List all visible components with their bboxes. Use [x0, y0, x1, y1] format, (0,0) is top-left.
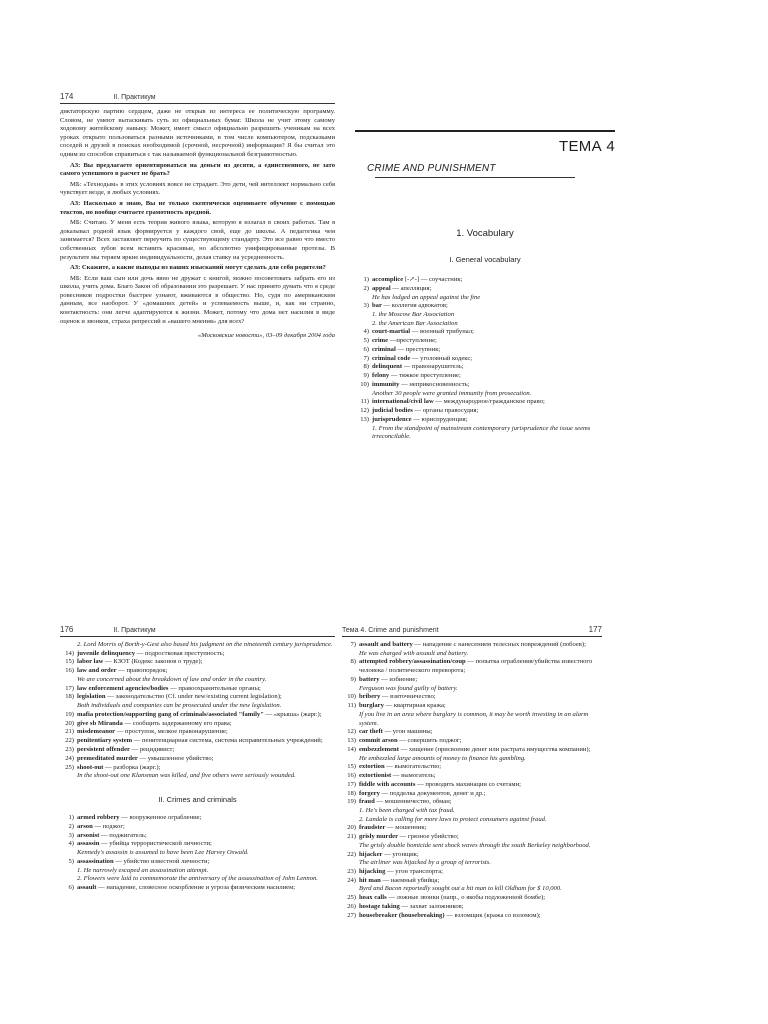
example-sentence: Byrd and Bacon reportedly sought out a hit man to kill Oldham for $ 10,000.: [359, 885, 562, 893]
entry-number: 16): [65, 667, 74, 675]
entry-term: law enforcement agencies/bodies: [77, 684, 169, 692]
entry-translation: [-↗-] — соучастник;: [403, 276, 463, 283]
vocab-entry: [342, 763, 602, 772]
vocab-entry: [355, 363, 615, 372]
vocab-entry: [355, 416, 615, 425]
entry-term: burglary: [359, 702, 384, 710]
entry-translation: — ложные звонки (напр., о якобы подложенной бомбе);: [386, 894, 546, 902]
entry-translation: — взломщик (кража со взломом);: [444, 911, 541, 919]
vocab-entry: [60, 711, 335, 720]
vocab-entry: [60, 667, 335, 676]
vocab-list: [342, 641, 602, 920]
section-title: II. Практикум: [113, 627, 156, 634]
vocab-entry: [60, 658, 335, 667]
entry-translation: — уголовный кодекс;: [410, 354, 473, 362]
entry-translation: — избиение;: [379, 675, 418, 683]
entry-term: jurisprudence: [372, 415, 412, 423]
vocab-entry: [60, 764, 335, 773]
entry-translation: — поджигатель;: [99, 831, 147, 839]
entry-translation: — нападение с нанесением телесных повреждений (побоев);: [412, 641, 586, 648]
question: АЗ: Насколько я знаю, Вы не только скептически оцениваете обучение с помощью текстов, но вообще считаете грамотность вредной.: [60, 199, 335, 216]
entry-number: 19): [347, 798, 356, 806]
entry-translation: — угон машины;: [382, 728, 433, 736]
vocab-entry: [342, 912, 602, 921]
page-174: [60, 92, 335, 462]
example-sentence: 1. From the standpoint of mainstream contemporary jurisprudence the issue seems irreconcilable.: [372, 424, 591, 441]
entry-term: assassination: [77, 857, 114, 865]
entry-translation: — тяжкое преступление;: [389, 372, 461, 380]
example-sentence: If you live in an area where burglary is common, it may be worth investing in an alarm system.: [359, 710, 589, 727]
entry-translation: — юриспруденция;: [411, 415, 468, 423]
entry-translation: — рецидивист;: [129, 745, 175, 753]
entry-number: 11): [360, 398, 369, 406]
entry-number: 21): [347, 833, 356, 841]
answer: МБ: «Технодым» в этих условиях вовсе не страдает. Это дети, чей интеллект нормально себя чувствует везде, в любых условиях.: [60, 180, 335, 197]
entry-number: 4): [363, 328, 369, 336]
entry-term: accomplice: [372, 276, 404, 283]
chapter-rule: [355, 130, 615, 132]
entry-term: criminal code: [372, 354, 411, 362]
running-header: [60, 625, 335, 637]
example-sentence: 2. Landale is calling for more laws to protect consumers against fraud.: [359, 815, 547, 823]
vocab-list: [60, 641, 335, 781]
entry-number: 15): [347, 763, 356, 771]
entry-number: 23): [347, 867, 356, 875]
page-176: [60, 625, 335, 1024]
vocab-entry: [342, 658, 602, 676]
entry-term: persistent offender: [77, 745, 130, 753]
entry-term: forgery: [359, 789, 380, 797]
entry-translation: — подростковая преступность;: [135, 649, 225, 657]
entry-term: battery: [359, 675, 380, 683]
entry-number: 3): [68, 831, 74, 839]
example-sentence: The grisly double homicide sent shock waves through the south Berkeley neighborhood.: [359, 841, 591, 849]
entry-term: juvenile delinquency: [77, 649, 136, 657]
vocab-entry: [355, 355, 615, 364]
answer: МБ: Считаю. У меня есть теория живого языка, которую я излагал в своих работах. Там я доказывал родной язык формируется у каждого свой, еще до школы. А педагогика чем занимается? Всех заставляет переучить по существующему стандарту. Это все равно что вместо собственных зубов всем вставить красивые, но абсолютно унифицированные протезы. В результате мы теряем яркие индивидуальности, делая ставку на усредненность.: [60, 219, 335, 261]
entry-translation: — умышленное убийство;: [137, 754, 214, 762]
entry-term: hostage taking: [359, 902, 400, 910]
vocab-entry: [342, 851, 602, 860]
vocab-list: [355, 276, 615, 442]
vocab-entry: [355, 372, 615, 381]
entry-number: 20): [347, 824, 356, 832]
entry-translation: — угон транспорта;: [385, 867, 443, 875]
entry-number: 10): [360, 380, 369, 388]
entry-term: assault: [77, 883, 97, 891]
entry-term: immunity: [372, 380, 400, 388]
entry-translation: — разборка (жарг.);: [103, 763, 161, 771]
entry-number: 1): [363, 276, 369, 283]
question: АЗ: Скажите, а какие выводы из ваших изысканий могут сделать для себя родители?: [70, 264, 326, 272]
vocab-entry: [60, 746, 335, 755]
entry-term: extortionist: [359, 771, 392, 779]
entry-term: court-martial: [372, 328, 411, 336]
example-sentence: He was charged with assault and battery.: [359, 649, 469, 657]
entry-translation: — «крыша» (жарг.);: [263, 710, 322, 718]
entry-number: 20): [65, 719, 74, 727]
entry-term: hijacker: [359, 850, 383, 858]
entry-number: 9): [363, 372, 369, 380]
example-sentence: 2. the American Bar Association: [372, 319, 458, 327]
entry-number: 22): [347, 850, 356, 858]
entry-term: give sb Miranda: [77, 719, 123, 727]
entry-number: 13): [347, 736, 356, 744]
example-sentence: Another 30 people were granted immunity from prosecution.: [372, 389, 532, 397]
entry-translation: — апелляция;: [390, 284, 432, 292]
example-sentence: 1. the Moscow Bar Association: [372, 310, 455, 318]
entry-term: appeal: [372, 284, 391, 292]
entry-term: penitentiary system: [77, 737, 133, 745]
entry-translation: — совершить поджог;: [397, 736, 462, 744]
entry-number: 21): [65, 728, 74, 736]
entry-term: armed robbery: [77, 813, 120, 821]
chapter-title: CRIME AND PUNISHMENT: [367, 163, 496, 174]
entry-number: 1): [68, 813, 74, 821]
entry-number: 2): [68, 822, 74, 830]
entry-term: felony: [372, 372, 390, 380]
entry-term: embezzlement: [359, 745, 399, 753]
entry-translation: — международное/гражданское право;: [433, 398, 545, 406]
example-sentence: 1. He narrowly escaped an assassination attempt.: [77, 866, 209, 874]
entry-number: 8): [363, 363, 369, 371]
entry-translation: — проводить махинации со счетами;: [415, 780, 521, 788]
entry-number: 4): [68, 840, 74, 848]
vocab-entry: [342, 781, 602, 790]
entry-number: 5): [363, 336, 369, 344]
vocab-entry: [355, 337, 615, 346]
example-sentence: Both individuals and companies can be prosecuted under the new legislation.: [77, 702, 282, 710]
vocab-entry: [60, 737, 335, 746]
entry-number: 7): [350, 641, 356, 648]
paragraph: диктаторскую партию сердцем, даже не открыв из интереса ее политическую программу. Словом, не умеют вытаскивать суть из официальных бумаг. Школа не учит этому самому ходовому житейскому навыку. Может, имеет смысл официально разрешить ученикам на всех уроках открыто пользоваться разными источниками, в том числе компьютером, подсказками соседей и друзей в поисках необходимой (срочной, несрочной) информации? Я бы считал это одним из способов справиться с так называемой функциональной безграмотностью.: [60, 108, 335, 158]
vocab-entry: [342, 824, 602, 833]
vocab-entry: [355, 398, 615, 407]
entry-translation: — убийство известной личности;: [113, 857, 210, 865]
entry-translation: — коллегия адвокатов;: [381, 302, 448, 310]
entry-term: assault and battery: [359, 641, 413, 648]
entry-term: bribery: [359, 693, 381, 701]
vocab-entry: [355, 381, 615, 390]
entry-translation: — сообщить задержанному его права;: [122, 719, 232, 727]
entry-term: hoax calls: [359, 894, 387, 902]
entry-translation: — убийца террористической личности;: [99, 840, 212, 848]
entry-translation: — попытка ограбления/убийства известного человека / политического переворота;: [359, 658, 593, 675]
entry-translation: — хищение (присвоение денег или растрата имущества компании);: [398, 745, 591, 753]
page-177: [342, 625, 602, 1024]
vocab-entry: [342, 676, 602, 685]
entry-number: 2): [363, 284, 369, 292]
entry-number: 22): [65, 737, 74, 745]
vocab-entry: [355, 328, 615, 337]
vocab-entry: [355, 276, 615, 285]
title-rule: [375, 177, 575, 178]
example-sentence: We are concerned about the breakdown of law and order in the country.: [77, 675, 267, 683]
entry-translation: — проступок, мелкое правонарушение;: [115, 728, 228, 736]
vocab-entry: [342, 877, 602, 886]
vocab-entry: [60, 650, 335, 659]
vocab-entry: [60, 693, 335, 702]
page-number: 177: [588, 625, 602, 634]
entry-translation: — пенитенциарная система, система исправительных учреждений;: [132, 737, 323, 745]
entry-number: 7): [363, 354, 369, 362]
entry-number: 10): [347, 693, 356, 701]
entry-number: 17): [347, 780, 356, 788]
vocab-entry: [342, 728, 602, 737]
example-sentence: 2. Lord Morris of Borth-y-Gest also based his judgment on the nineteenth century jurisprudence.: [77, 641, 333, 648]
entry-number: 3): [363, 302, 369, 310]
example-sentence: Ferguson was found guilty of battery.: [359, 684, 458, 692]
entry-number: 13): [360, 415, 369, 423]
example-sentence: 2. Flowers were laid to commemorate the anniversary of the assassination of John Lennon.: [77, 875, 318, 883]
entry-number: 14): [65, 649, 74, 657]
example-sentence: Kennedy's assassin is assumed to have been Lee Harvey Oswald.: [77, 849, 249, 857]
entry-translation: — вымогатель;: [391, 771, 436, 779]
entry-translation: — захват заложников;: [399, 902, 464, 910]
entry-number: 18): [65, 693, 74, 701]
entry-term: arson: [77, 822, 93, 830]
entry-term: assassin: [77, 840, 100, 848]
entry-translation: — вооруженное ограбление;: [119, 813, 202, 821]
entry-term: premeditated murder: [77, 754, 138, 762]
section-heading: 1. Vocabulary: [456, 228, 514, 239]
vocab-entry: [60, 685, 335, 694]
vocab-entry: [355, 285, 615, 294]
entry-translation: — правонарушитель;: [402, 363, 464, 371]
entry-term: car theft: [359, 728, 383, 736]
entry-translation: — взяточничество;: [380, 693, 436, 701]
entry-term: fraud: [359, 798, 375, 806]
vocab-entry: [342, 903, 602, 912]
entry-translation: — преступник;: [395, 345, 441, 353]
entry-translation: — законодательство (Cf. under new/existing current legislation);: [105, 693, 282, 701]
entry-term: commit arson: [359, 736, 398, 744]
subsection-heading: II. Crimes and criminals: [158, 794, 237, 804]
page-number: 176: [60, 625, 74, 634]
example-sentence: 1. He's been charged with tax fraud.: [359, 807, 455, 815]
section-title: II. Практикум: [113, 94, 156, 101]
entry-term: law and order: [77, 667, 117, 675]
entry-number: 6): [363, 345, 369, 353]
entry-number: 11): [347, 702, 356, 710]
source-citation: «Московские новости», 03–09 декабря 2004 года: [197, 332, 335, 340]
entry-term: hit man: [359, 876, 381, 884]
entry-translation: —преступление;: [388, 336, 437, 344]
entry-term: fiddle with accounts: [359, 780, 416, 788]
entry-number: 12): [360, 407, 369, 415]
vocab-entry: [60, 814, 335, 823]
entry-term: mafia protection/supporting gang of criminals/associated "family": [77, 710, 264, 718]
entry-term: legislation: [77, 693, 106, 701]
vocab-entry: [355, 346, 615, 355]
example-sentence: He has lodged an appeal against the fine: [372, 293, 481, 301]
vocab-entry: [342, 790, 602, 799]
entry-translation: — неприкосновенность;: [399, 380, 470, 388]
entry-number: 24): [65, 754, 74, 762]
example-sentence: The airliner was hijacked by a group of terrorists.: [359, 859, 491, 867]
vocab-entry: [342, 868, 602, 877]
entry-number: 9): [350, 675, 356, 683]
vocab-entry: [342, 894, 602, 903]
entry-translation: — вымогательство;: [384, 763, 442, 771]
entry-number: 6): [68, 883, 74, 891]
entry-term: judicial bodies: [372, 407, 413, 415]
entry-translation: — мошенник;: [385, 824, 427, 832]
answer: МБ: Если ваш сын или дочь явно не дружат с книгой, можно посоветовать забрать его из школы, учить дома. Благо Закон об образовании это разрешает. У нас принято думать что я среде ровесников подростки быстрее узнают, вживаются в общество. Но, судя по американским данным, все наоборот. У «домашних детей» и успеваемость выше, и, как ни странно, контактность: они легче адаптируются к жизни. Может, потому что дома нет насилия в виде оценок и звонков, страха репрессий и «вашего мнения» для всех?: [60, 274, 335, 325]
subsection-heading: I. General vocabulary: [449, 255, 521, 264]
entry-translation: — грязное убийство;: [398, 833, 459, 841]
entry-number: 8): [350, 658, 356, 666]
vocab-entry: [342, 641, 602, 650]
entry-number: 17): [65, 684, 74, 692]
entry-number: 16): [347, 771, 356, 779]
vocab-entry: [60, 755, 335, 764]
entry-translation: — подделка документов, денег и др.;: [379, 789, 486, 797]
entry-term: grisly murder: [359, 833, 399, 841]
entry-term: housebreaker (housebreaking): [359, 911, 445, 919]
entry-number: 25): [347, 894, 356, 902]
entry-term: extortion: [359, 763, 385, 771]
entry-number: 14): [347, 745, 356, 753]
entry-number: 27): [347, 911, 356, 919]
entry-number: 12): [347, 728, 356, 736]
vocab-entry: [60, 728, 335, 737]
entry-term: delinquent: [372, 363, 403, 371]
question: АЗ: Вы предлагаете ориентироваться на деньги из десяти, а единственного, не зато самого успешного в расчет не брать?: [60, 161, 335, 178]
vocab-entry: [342, 702, 602, 711]
entry-term: shoot-out: [77, 763, 104, 771]
example-sentence: In the shoot-out one Klansman was killed, and five others were seriously wounded.: [77, 772, 296, 780]
entry-term: international/civil law: [372, 398, 434, 406]
vocab-entry: [355, 407, 615, 416]
entry-number: 23): [65, 745, 74, 753]
entry-translation: — поджог;: [92, 822, 125, 830]
vocab-entry: [342, 737, 602, 746]
entry-translation: — мошенничество, обман;: [374, 798, 452, 806]
entry-term: arsonist: [77, 831, 100, 839]
entry-term: misdemeanor: [77, 728, 116, 736]
running-header: [60, 92, 335, 104]
entry-translation: — правопорядок;: [116, 667, 168, 675]
entry-term: hijacking: [359, 867, 386, 875]
entry-term: bar: [372, 302, 382, 310]
running-header: [342, 625, 602, 637]
vocab-entry: [342, 798, 602, 807]
vocab-entry: [60, 884, 335, 893]
entry-term: attempted robbery/assassination/coup: [359, 658, 466, 666]
entry-translation: — угонщик;: [382, 850, 419, 858]
vocab-entry: [342, 693, 602, 702]
entry-translation: — квартирная кража;: [383, 702, 446, 710]
entry-number: 24): [347, 876, 356, 884]
entry-translation: — военный трибунал;: [410, 328, 474, 336]
entry-term: criminal: [372, 345, 396, 353]
entry-number: 25): [65, 763, 74, 771]
vocab-entry: [355, 302, 615, 311]
entry-translation: — наемный убийца;: [380, 876, 440, 884]
entry-number: 26): [347, 902, 356, 910]
entry-number: 18): [347, 789, 356, 797]
entry-number: 5): [68, 857, 74, 865]
entry-number: 19): [65, 710, 74, 718]
section-title: Тема 4. Crime and punishment: [342, 627, 439, 634]
vocab-entry: [60, 823, 335, 832]
page-number: 174: [60, 92, 74, 101]
chapter-label: ТЕМА 4: [559, 138, 615, 155]
vocab-entry: [60, 720, 335, 729]
vocab-entry: [60, 832, 335, 841]
vocab-entry: [342, 833, 602, 842]
entry-translation: — правоохранительные органы;: [168, 684, 261, 692]
vocab-entry: [60, 840, 335, 849]
entry-translation: — КЗОТ (Кодекс законов о труде);: [103, 658, 203, 666]
vocab-entry: [60, 858, 335, 867]
page-175: [355, 118, 615, 543]
vocab-list: [60, 814, 335, 893]
entry-term: fraudster: [359, 824, 386, 832]
vocab-entry: [342, 746, 602, 755]
vocab-entry: [342, 772, 602, 781]
example-sentence: He embezzled large amounts of money to finance his gambling.: [359, 754, 526, 762]
entry-term: labor law: [77, 658, 104, 666]
entry-term: crime: [372, 336, 389, 344]
entry-translation: — органы правосудия;: [412, 407, 479, 415]
entry-number: 15): [65, 658, 74, 666]
entry-translation: — нападение, словесное оскорбление и угроза физическим насилием;: [96, 883, 296, 891]
